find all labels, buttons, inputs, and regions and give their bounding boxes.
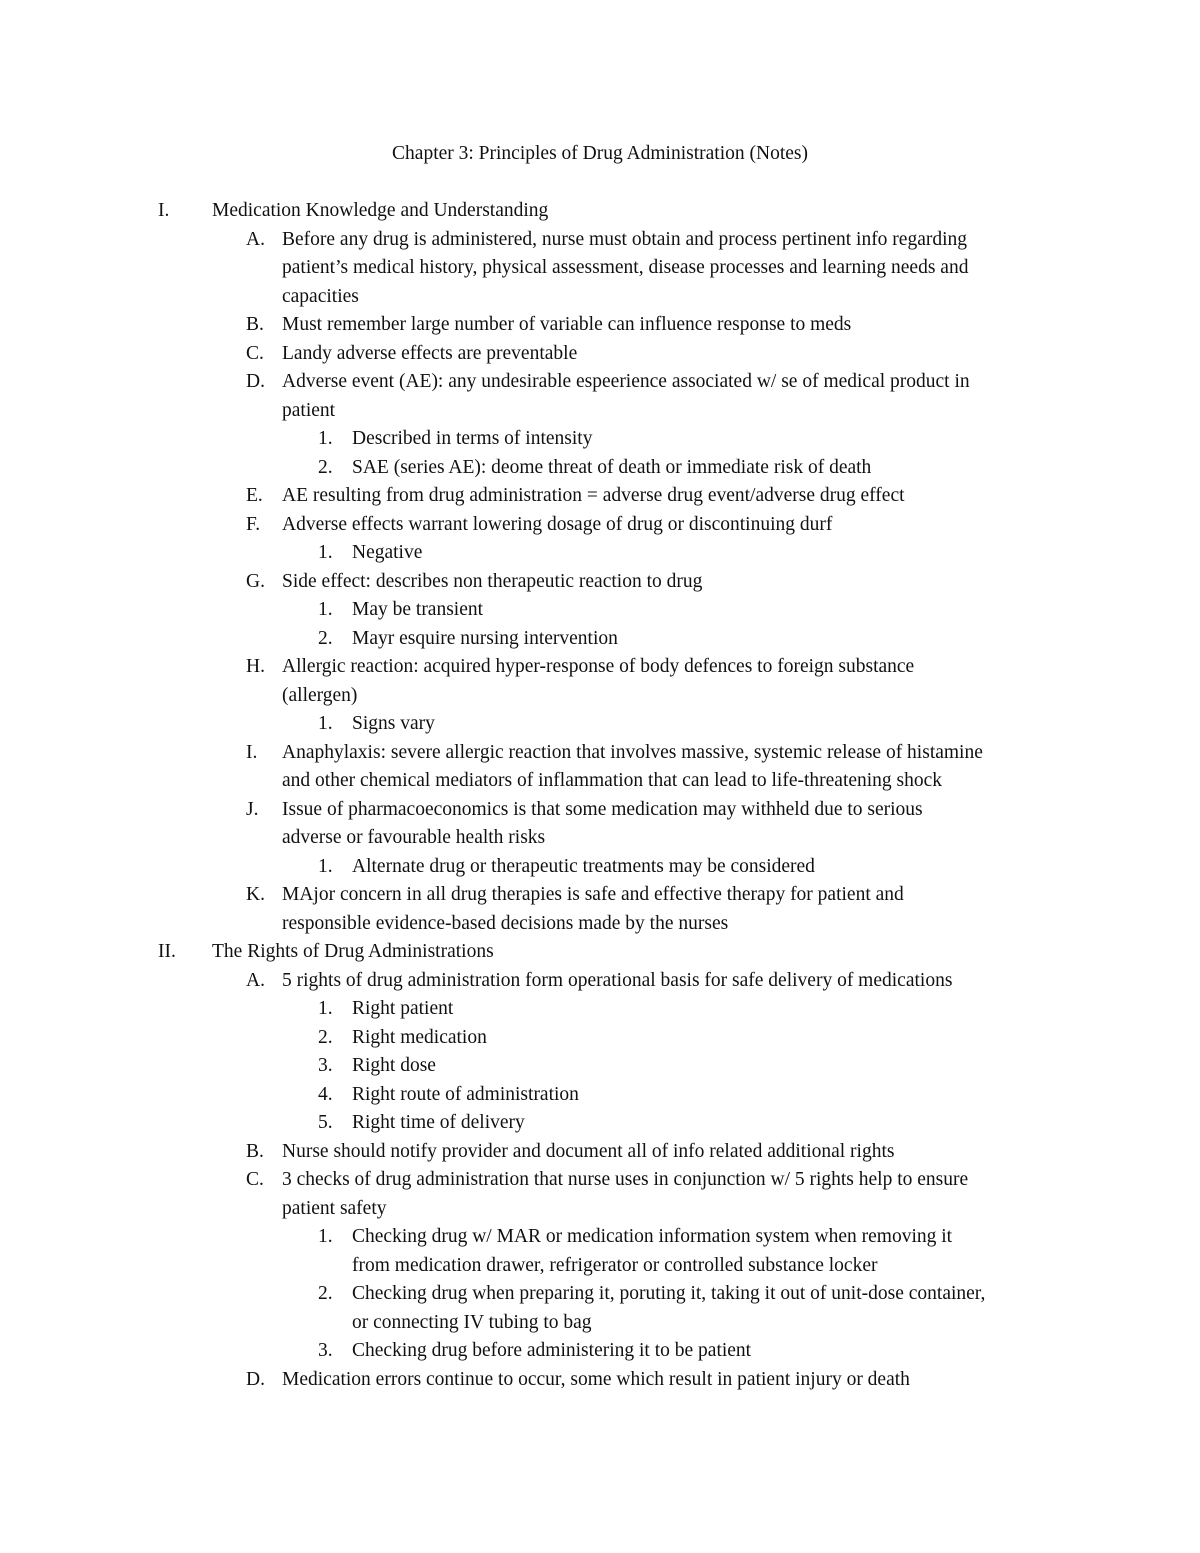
outline-text: Adverse effects warrant lowering dosage of drug or discontinuing durf bbox=[282, 513, 833, 535]
outline-marker: 4. bbox=[318, 1083, 333, 1105]
outline-line bbox=[0, 910, 1200, 939]
outline-line bbox=[0, 283, 1200, 312]
outline-marker: I. bbox=[158, 200, 170, 221]
outline-marker: J. bbox=[246, 798, 259, 820]
outline-text: Before any drug is administered, nurse must obtain and process pertinent info regarding bbox=[282, 228, 968, 250]
outline-line bbox=[0, 482, 1200, 511]
outline-line bbox=[0, 1166, 1200, 1195]
outline-marker: 1. bbox=[318, 1226, 333, 1247]
outline-text: capacities bbox=[282, 285, 359, 307]
outline-marker: A. bbox=[246, 228, 265, 250]
outline-marker: E. bbox=[246, 485, 263, 506]
outline-line bbox=[0, 796, 1200, 825]
outline-text: 5 rights of drug administration form operational basis for safe delivery of medications bbox=[282, 969, 953, 991]
outline-marker: 1. bbox=[318, 599, 333, 620]
outline-marker: 2. bbox=[318, 1283, 333, 1304]
outline-text: Mayr esquire nursing intervention bbox=[352, 627, 618, 649]
outline-text: Nurse should notify provider and document all of info related additional rights bbox=[282, 1140, 895, 1162]
outline-text: Alternate drug or therapeutic treatments may be considered bbox=[352, 855, 815, 877]
outline-line bbox=[0, 1081, 1200, 1110]
outline-line bbox=[0, 539, 1200, 568]
outline-list bbox=[0, 197, 1200, 1394]
outline-line bbox=[0, 625, 1200, 654]
outline-line bbox=[0, 311, 1200, 340]
outline-text: Checking drug when preparing it, poruting it, taking it out of unit-dose container, bbox=[352, 1283, 986, 1304]
outline-line bbox=[0, 368, 1200, 397]
outline-marker: I. bbox=[246, 741, 258, 763]
outline-line bbox=[0, 881, 1200, 910]
outline-text: Right medication bbox=[352, 1026, 487, 1048]
outline-marker: 2. bbox=[318, 627, 333, 649]
outline-line bbox=[0, 568, 1200, 597]
outline-line bbox=[0, 1280, 1200, 1309]
outline-text: patient’s medical history, physical assessment, disease processes and learning needs and bbox=[282, 257, 969, 278]
outline-text: and other chemical mediators of inflammation that can lead to life-threatening shock bbox=[282, 770, 943, 791]
outline-marker: G. bbox=[246, 570, 265, 592]
outline-marker: 3. bbox=[318, 1055, 333, 1076]
outline-line bbox=[0, 682, 1200, 711]
outline-marker: 3. bbox=[318, 1340, 333, 1361]
outline-line bbox=[0, 454, 1200, 483]
outline-marker: 2. bbox=[318, 1026, 333, 1048]
outline-marker: C. bbox=[246, 342, 264, 364]
outline-text: or connecting IV tubing to bag bbox=[352, 1311, 592, 1333]
outline-text: Right route of administration bbox=[352, 1083, 579, 1105]
outline-marker: B. bbox=[246, 1140, 264, 1162]
outline-text: Side effect: describes non therapeutic reaction to drug bbox=[282, 570, 703, 592]
outline-text: SAE (series AE): deome threat of death or immediate risk of death bbox=[352, 456, 872, 478]
outline-marker: D. bbox=[246, 1368, 265, 1390]
document-title: Chapter 3: Principles of Drug Administration (Notes) bbox=[392, 143, 808, 164]
outline-line bbox=[0, 1252, 1200, 1281]
outline-marker: 1. bbox=[318, 998, 333, 1019]
outline-line bbox=[0, 1024, 1200, 1053]
outline-text: Medication errors continue to occur, some which result in patient injury or death bbox=[282, 1368, 910, 1390]
outline-line bbox=[0, 397, 1200, 426]
outline-marker: B. bbox=[246, 314, 264, 335]
outline-marker: II. bbox=[158, 941, 176, 962]
outline-text: MAjor concern in all drug therapies is safe and effective therapy for patient and bbox=[282, 884, 904, 905]
outline-text: Allergic reaction: acquired hyper-response of body defences to foreign substance bbox=[282, 656, 915, 677]
outline-line bbox=[0, 995, 1200, 1024]
outline-text: Medication Knowledge and Understanding bbox=[212, 200, 549, 221]
outline-text: Checking drug w/ MAR or medication information system when removing it bbox=[352, 1226, 953, 1247]
outline-line bbox=[0, 1109, 1200, 1138]
outline-text: patient safety bbox=[282, 1197, 387, 1219]
outline-line bbox=[0, 425, 1200, 454]
outline-line bbox=[0, 967, 1200, 996]
outline-text: Right time of delivery bbox=[352, 1112, 525, 1133]
outline-text: Must remember large number of variable can influence response to meds bbox=[282, 314, 852, 335]
outline-text: from medication drawer, refrigerator or controlled substance locker bbox=[352, 1254, 878, 1276]
outline-line bbox=[0, 1138, 1200, 1167]
outline-text: responsible evidence-based decisions made by the nurses bbox=[282, 912, 729, 934]
outline-marker: K. bbox=[246, 884, 265, 905]
outline-text: Right patient bbox=[352, 998, 454, 1019]
outline-text: Signs vary bbox=[352, 713, 435, 734]
outline-text: Described in terms of intensity bbox=[352, 428, 593, 449]
outline-marker: 1. bbox=[318, 542, 333, 563]
outline-line bbox=[0, 1195, 1200, 1224]
outline-marker: C. bbox=[246, 1169, 264, 1190]
outline-line bbox=[0, 340, 1200, 369]
outline-text: patient bbox=[282, 399, 336, 421]
outline-text: (allergen) bbox=[282, 684, 358, 706]
outline-marker: 5. bbox=[318, 1112, 333, 1133]
outline-line bbox=[0, 596, 1200, 625]
outline-line bbox=[0, 710, 1200, 739]
outline-text: Anaphylaxis: severe allergic reaction that involves massive, systemic release of histamine bbox=[282, 741, 983, 763]
outline-text: AE resulting from drug administration = adverse drug event/adverse drug effect bbox=[282, 485, 905, 506]
outline-marker: 2. bbox=[318, 456, 333, 478]
outline-text: Checking drug before administering it to be patient bbox=[352, 1340, 752, 1361]
outline-line bbox=[0, 1337, 1200, 1366]
outline-text: Issue of pharmacoeconomics is that some medication may withheld due to serious bbox=[282, 798, 923, 820]
outline-marker: F. bbox=[246, 513, 261, 535]
outline-text: Right dose bbox=[352, 1055, 436, 1076]
outline-line bbox=[0, 1223, 1200, 1252]
outline-marker: 1. bbox=[318, 428, 333, 449]
outline-line bbox=[0, 739, 1200, 768]
outline-line bbox=[0, 511, 1200, 540]
outline-line bbox=[0, 853, 1200, 882]
outline-line bbox=[0, 938, 1200, 967]
outline-marker: 1. bbox=[318, 713, 333, 734]
outline-text: Adverse event (AE): any undesirable espeerience associated w/ se of medical product in bbox=[282, 371, 970, 392]
outline-text: Negative bbox=[352, 542, 423, 563]
outline-line bbox=[0, 197, 1200, 226]
outline-marker: H. bbox=[246, 656, 265, 677]
outline-line bbox=[0, 1309, 1200, 1338]
outline-line bbox=[0, 1052, 1200, 1081]
outline-text: 3 checks of drug administration that nurse uses in conjunction w/ 5 rights help to ensure bbox=[282, 1169, 969, 1190]
outline-line bbox=[0, 824, 1200, 853]
outline-text: The Rights of Drug Administrations bbox=[212, 941, 494, 962]
outline-line bbox=[0, 226, 1200, 255]
outline-text: May be transient bbox=[352, 599, 484, 620]
outline-line bbox=[0, 653, 1200, 682]
outline-line bbox=[0, 767, 1200, 796]
outline-text: adverse or favourable health risks bbox=[282, 827, 546, 848]
outline-line bbox=[0, 1366, 1200, 1395]
outline-text: Landy adverse effects are preventable bbox=[282, 342, 578, 364]
outline-marker: A. bbox=[246, 969, 265, 991]
outline-line bbox=[0, 254, 1200, 283]
outline-marker: 1. bbox=[318, 855, 333, 877]
outline-marker: D. bbox=[246, 371, 265, 392]
